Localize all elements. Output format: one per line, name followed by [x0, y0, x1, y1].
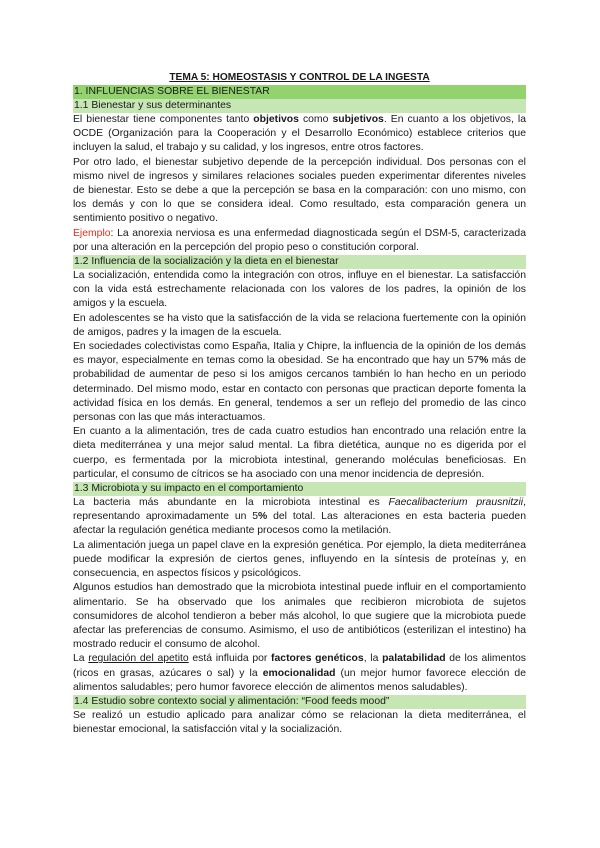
paragraph: En adolescentes se ha visto que la satisfacción de la vida se relaciona fuertemente con la opinión de amigos, padres y la imagen de la escuela.: [73, 312, 526, 338]
paragraph: Se realizó un estudio aplicado para analizar cómo se relacionan la dieta mediterránea, el bienestar emocional, la satisfacción vital y la socialización.: [73, 709, 526, 736]
subsection-heading-1-3-text: 1.3 Microbiota y su impacto en el comportamiento: [74, 483, 304, 495]
example-label: Ejemplo: [73, 227, 111, 239]
subsection-heading-1-3: [73, 482, 526, 496]
bold-term: emocionalidad: [262, 667, 336, 679]
paragraph: La regulación del apetito está influida por factores genéticos, la palatabilidad de los alimentos (ricos en grasas, azúcares o sal) y la emocionalidad (un mejor humor favorece elección de alimentos saludables; pero humor favorece elección de alimentos menos saludables).: [73, 653, 526, 693]
subsection-heading-1-1: [73, 99, 526, 113]
subsection-heading-1-1-text: 1.1 Bienestar y sus determinantes: [74, 100, 232, 111]
paragraph: Algunos estudios han demostrado que la microbiota intestinal puede influir en el comportamiento alimentario. Se ha observado que los animales que recibieron microbiota de sujetos consumidores de alcohol tendieron a beber más alcohol, lo que sugiere que la microbiota puede afectar las preferencias de consumo. Asimismo, el uso de antibióticos (esterilizan el intestino) ha mostrado reducir el consumo de alcohol.: [73, 582, 526, 651]
paragraph: La socialización, entendida como la integración con otros, influye en el bienestar. La satisfacción con la vida está estrechamente relacionada con los valores de los padres, la opinión de los amigos y la escuela.: [73, 270, 526, 310]
bold-term: palatabilidad: [382, 653, 446, 665]
section-heading-1-text: 1. INFLUENCIAS SOBRE EL BIENESTAR: [74, 86, 270, 97]
bold-term: subjetivos: [332, 114, 384, 125]
paragraph: La bacteria más abundante en la microbiota intestinal es Faecalibacterium prausnitzii, representando aproximadamente un 5% del total. Las alteraciones en esta bacteria pueden afectar la regulación genética mediante procesos como la metilación.: [73, 497, 526, 537]
paragraph: Ejemplo: La anorexia nerviosa es una enfermedad diagnosticada según el DSM-5, caracterizada por una alteración en la percepción del propio peso o constitución corporal.: [73, 227, 526, 253]
bold-term: objetivos: [253, 114, 299, 125]
document-title: TEMA 5: HOMEOSTASIS Y CONTROL DE LA INGESTA: [169, 72, 430, 83]
paragraph: En cuanto a la alimentación, tres de cada cuatro estudios han encontrado una relación entre la dieta mediterránea y una mejor salud mental. La fibra dietética, aunque no es digerida por el cuerpo, es fermentada por la microbiota intestinal, generando moléculas beneficiosas. En particular, el consumo de cítricos se ha asociado con una menor incidencia de depresión.: [73, 426, 526, 480]
underlined-term: regulación del apetito: [88, 653, 189, 665]
paragraph: La alimentación juega un papel clave en la expresión genética. Por ejemplo, la dieta mediterránea puede modificar la expresión de ciertos genes, influyendo en la síntesis de proteínas y, en consecuencia, en aspectos físicos y psicológicos.: [73, 539, 526, 580]
section-heading-1: [73, 85, 526, 99]
species-name: Faecalibacterium prausnitzii: [388, 497, 524, 509]
bold-term: factores genéticos: [271, 653, 364, 665]
paragraph: En sociedades colectivistas como España, Italia y Chipre, la influencia de la opinión de los demás es mayor, especialmente en temas como la obesidad. Se ha encontrado que hay un 57% más de probabilidad de aumentar de peso si los amigos cercanos también lo han hecho en un periodo determinado. Del mismo modo, estar en contacto con personas que practican deporte fomenta la actividad física en los demás. En general, tendemos a ser un reflejo del promedio de las cinco personas con las que más interactuamos.: [73, 341, 527, 424]
paragraph: Por otro lado, el bienestar subjetivo depende de la percepción individual. Dos personas con el mismo nivel de ingresos y similares relaciones sociales pueden experimentar diferentes niveles de bienestar. Esto se debe a que la percepción se basa en la comparación: con uno mismo, con los demás y con lo que se considera ideal. Como resultado, esta comparación genera un sentimiento positivo o negativo.: [73, 156, 526, 225]
subsection-heading-1-4-text: 1.4 Estudio sobre contexto social y alimentación: “Food feeds mood”: [74, 695, 390, 707]
document-page: [73, 71, 526, 737]
subsection-heading-1-2-text: 1.2 Influencia de la socialización y la dieta en el bienestar: [74, 256, 339, 268]
paragraph: El bienestar tiene componentes tanto objetivos como subjetivos. En cuanto a los objetivos, la OCDE (Organización para la Cooperación y el Desarrollo Económico) establece criterios que incluyen la salud, el trabajo y su calidad, y los ingresos, entre otros factores.: [73, 114, 526, 154]
subsection-heading-1-2: [73, 255, 526, 269]
subsection-heading-1-4: [73, 695, 526, 709]
